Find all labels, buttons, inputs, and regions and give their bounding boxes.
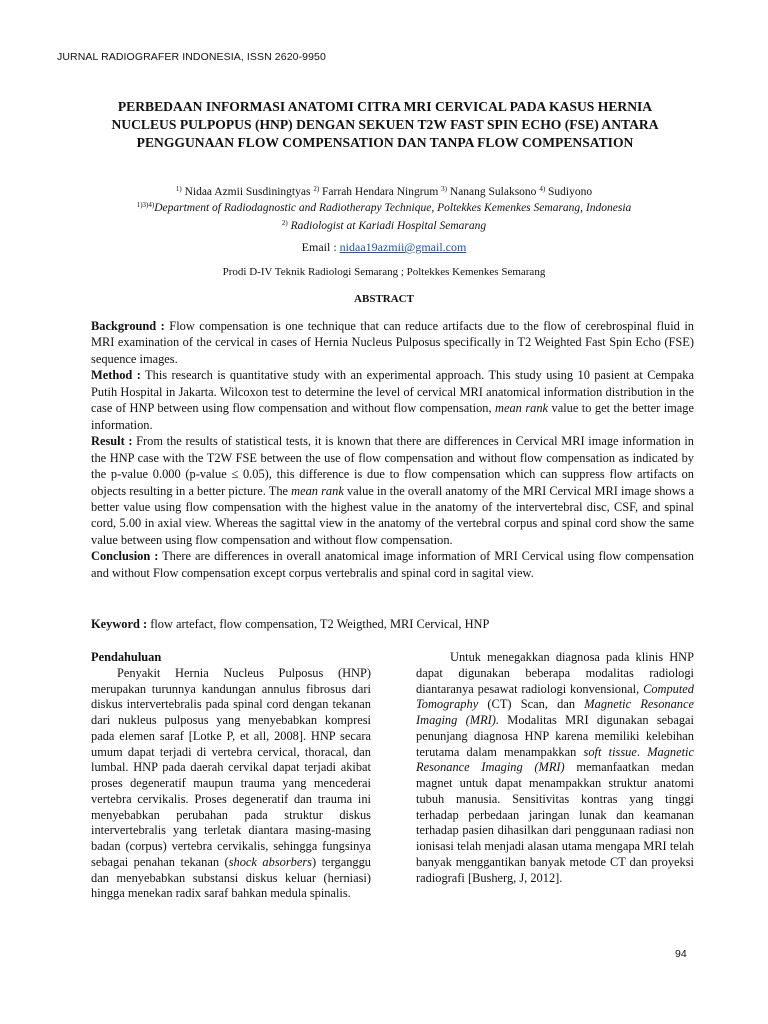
email-link[interactable]: nidaa19azmii@gmail.com — [339, 240, 467, 254]
author-2-sup: 2) — [313, 185, 320, 193]
result-italic: mean rank — [291, 483, 344, 498]
intro-paragraph-2 — [416, 650, 694, 886]
method-label: Method : — [91, 368, 141, 383]
result-label: Result : — [91, 434, 133, 449]
author-4-sup: 4) — [539, 185, 546, 193]
abstract-result — [91, 433, 694, 548]
affiliation-2-text: Radiologist at Kariadi Hospital Semarang — [290, 220, 487, 232]
author-3-sup: 3) — [441, 185, 447, 193]
intro-left-column — [91, 650, 371, 902]
affiliation-2 — [60, 216, 708, 234]
abstract-conclusion — [91, 548, 694, 581]
author-1-name: Nidaa Azmii Susdiningtyas — [184, 186, 311, 198]
intro-p2-i3: soft tissue — [583, 744, 637, 759]
email-line — [60, 240, 708, 255]
conclusion-label: Conclusion : — [91, 549, 159, 564]
keyword-text: flow artefact, flow compensation, T2 Weigthed, MRI Cervical, HNP — [147, 617, 490, 631]
intro-paragraph-1 — [91, 666, 371, 902]
background-label: Background : — [91, 319, 165, 333]
intro-p1-b: ) terganggu dan menyebabkan substansi diskus keluar (herniasi) hingga menekan radix saraf bahkan medula spinalis. — [91, 854, 371, 901]
method-italic: mean rank — [495, 401, 549, 416]
institution-line: Prodi D-IV Teknik Radiologi Semarang ; Poltekkes Kemenkes Semarang — [222, 266, 546, 278]
background-text: Flow compensation is one technique that can reduce artifacts due to the flow of cerebrospinal fluid in MRI examination of the cervical in cases of Hernia Nucleus Pulposus specifically in T2 Weighted Fast Spin Echo (FSE) sequence images. — [91, 319, 694, 366]
intro-heading — [91, 650, 371, 666]
method-text-2: value to get the better image information. — [91, 401, 695, 432]
author-1-sup: 1) — [175, 185, 182, 193]
intro-p2-i2: Magnetic Resonance Imaging (MRI). — [416, 697, 694, 727]
abstract-background — [91, 318, 694, 367]
intro-heading-text: Pendahuluan — [91, 650, 162, 664]
author-4-name: Sudiyono — [548, 186, 593, 198]
email-label: Email : — [301, 240, 340, 254]
intro-p2-c: Modalitas MRI digunakan sebagai penunjang diagnosa HNP karena memiliki kelebihan terutama dalam menampakkan — [416, 713, 694, 759]
intro-p2-a: Untuk menegakkan diagnosa pada klinis HNP dapat digunakan beberapa modalitas radiologi diantaranya pesawat radiologi konvensional, — [416, 650, 694, 696]
intro-p2-d: . — [636, 744, 648, 759]
intro-p1-italic: shock absorbers — [228, 854, 312, 869]
intro-right-column — [416, 650, 694, 886]
intro-p2-b: (CT) Scan, dan — [478, 697, 585, 712]
page-number: 94 — [675, 948, 687, 960]
abstract-body — [91, 318, 694, 581]
method-text-1: This research is quantitative study with an experimental approach. This study using 10 pasient at Cempaka Putih Hospital in Jakarta. Wilcoxon test to determine the level of cervical MRI anatomical information distribution in the case of HNP between using flow compensation and without flow compensation, — [91, 368, 694, 416]
abstract-method — [91, 367, 694, 433]
intro-p1-a: Penyakit Hernia Nucleus Pulposus (HNP) merupakan turunnya kandungan annulus fibrosus dari diskus intervertebralis pada spinal cord dengan tekanan dari nukleus pulposus yang menyebabkan kompresi pada elemen saraf [Lotke P, et all, 2008]. HNP secara umum dapat terjadi di vertebra cervical, thoracal, dan lumbal. HNP pada daerah cervikal dapat terjadi akibat proses degeneratif maupun trauma yang mencederai vertebra cervikalis. Proses degeneratif dan trauma ini menyebabkan perubahan pada struktur diskus intervertebralis yang terletak diantara masing-masing badan (corpus) vertebra cervikalis, sehingga fungsinya sebagai penahan tekanan ( — [91, 665, 371, 869]
author-2-name: Farrah Hendara Ningrum — [322, 186, 439, 198]
journal-header: JURNAL RADIOGRAFER INDONESIA, ISSN 2620-9950 — [57, 51, 326, 63]
intro-p2-i1: Computed Tomography — [416, 681, 694, 712]
affiliation-list — [60, 198, 708, 234]
intro-p2-e: memanfaatkan medan magnet untuk dapat menampakkan struktur anatomi tubuh manusia. Sensitivitas kontras yang tinggi terhadap perbedaan jaringan lunak dan keamanan terhadap pasien dihasilkan dari penggunaan radiasi non ionisasi telah menjadi alasan utama mengapa MRI telah banyak menggantikan banyak metode CT dan proyeksi radiografi [Busherg, J, 2012]. — [416, 760, 694, 885]
affiliation-1-text: Department of Radiodagnostic and Radiotherapy Technique, Poltekkes Kemenkes Semarang, Indonesia — [154, 202, 632, 214]
keyword-line — [91, 617, 694, 632]
abstract-heading: ABSTRACT — [354, 293, 414, 305]
intro-p2-i4: Magnetic Resonance Imaging (MRI) — [416, 744, 694, 775]
result-text-1: From the results of statistical tests, it is known that there are differences in Cervical MRI image information in the HNP case with the T2W FSE between the use of flow compensation and without flow compensation as indicated by the p-value 0.000 (p-value ≤ 0.05), this difference is due to flow compensation which can suppress flow artifacts on objects resulting in a better picture. The — [91, 434, 694, 498]
paper-title: PERBEDAAN INFORMASI ANATOMI CITRA MRI CERVICAL PADA KASUS HERNIA NUCLEUS PULPOPUS (HNP) DENGAN SEKUEN T2W FAST SPIN ECHO (FSE) ANTARA PENGGUNAAN FLOW COMPENSATION DAN TANPA FLOW COMPENSATION — [111, 99, 659, 150]
conclusion-text: There are differences in overall anatomical image information of MRI Cervical using flow compensation and without Flow compensation except corpus vertebralis and spinal cord in sagital view. — [91, 549, 694, 580]
affiliation-1 — [60, 198, 708, 216]
keyword-label: Keyword : — [91, 617, 148, 631]
affiliation-2-sup: 2) — [281, 219, 288, 227]
result-text-2: value in the overall anatomy of the MRI Cervical MRI image shows a better value using flow compensation with the highest value in the anatomy of the intervertebral disc, CSF, and spinal cord, 5.00 in axial view. Whereas the sagittal view in the anatomy of the vertebral corpus and spinal cord show the same value between using flow compensation and without flow compensation. — [91, 483, 694, 547]
author-3-name: Nanang Sulaksono — [449, 186, 537, 198]
affiliation-1-sup: 1)3)4) — [136, 201, 155, 209]
